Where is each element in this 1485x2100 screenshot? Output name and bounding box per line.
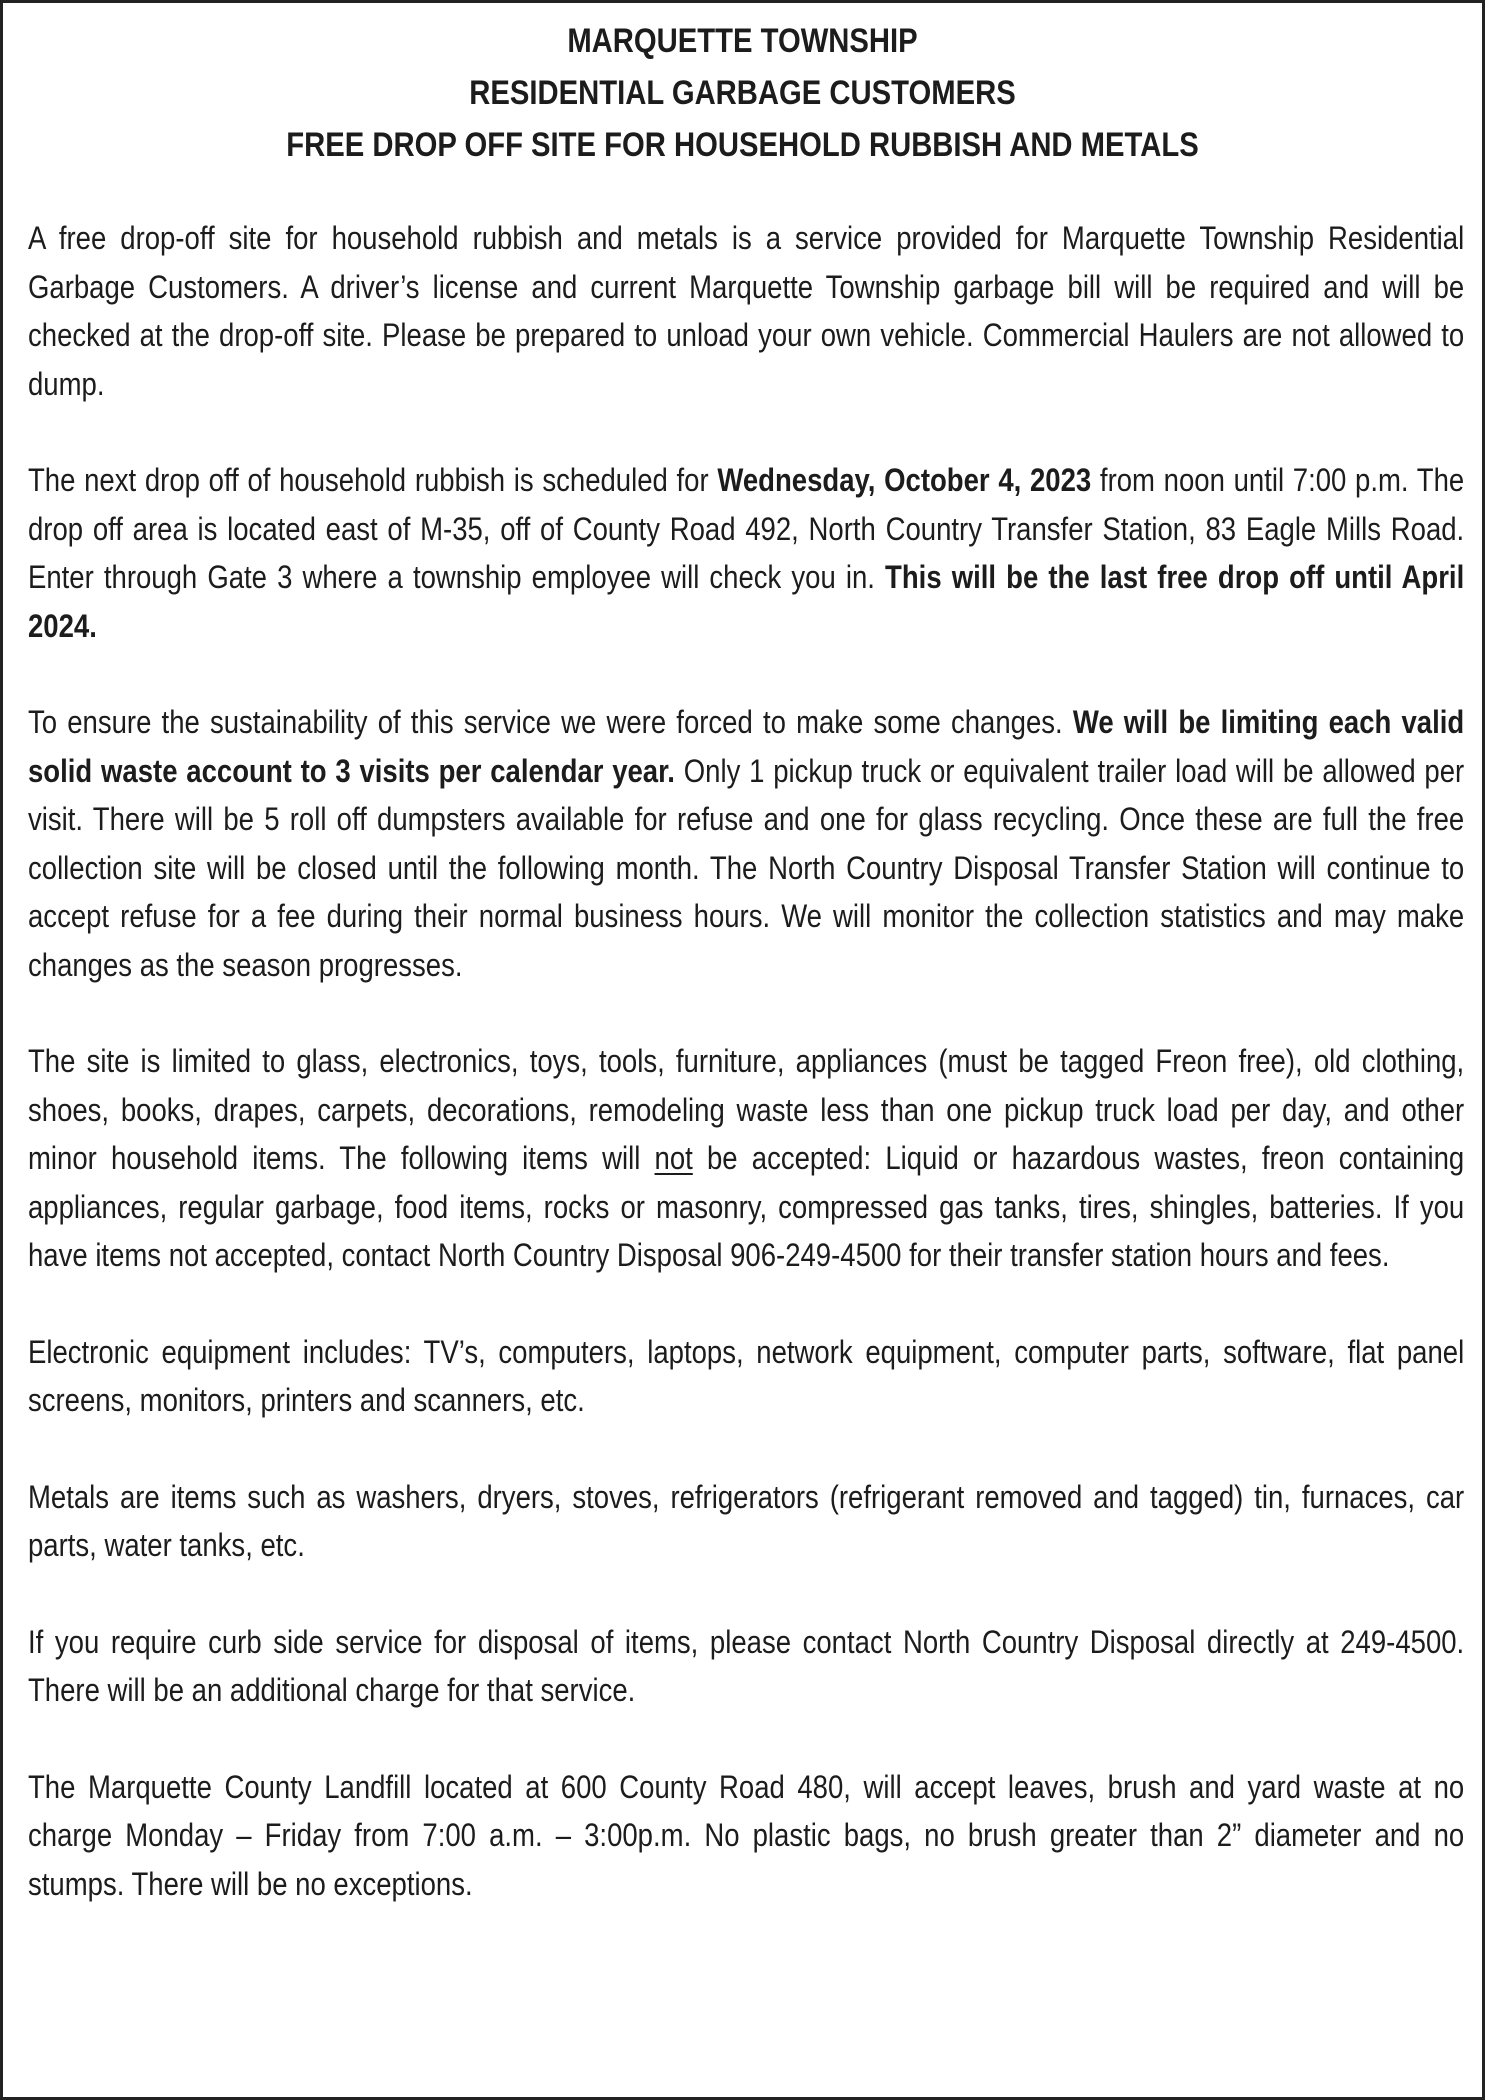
- paragraph-sustainability: To ensure the sustainability of this service we were forced to make some changes. We will be limiting each valid solid waste account to 3 visits per calendar year. Only 1 pickup truck or equivalent trailer load will be allowed per visit. There will be 5 roll off dumpsters available for refuse and one for glass recycling. Once these are full the free collection site will be closed until the following month. The North Country Disposal Transfer Station will continue to accept refuse for a fee during their normal business hours. We will monitor the collection statistics and may make changes as the season progresses.: [28, 704, 1465, 983]
- last-drop-off-notice: This will be the last free drop off until April 2024.: [28, 559, 1465, 644]
- not-emphasis: not: [654, 1140, 693, 1176]
- paragraph-landfill: The Marquette County Landfill located at 600 County Road 480, will accept leaves, brush and yard waste at no charge Monday – Friday from 7:00 a.m. – 3:00p.m. No plastic bags, no brush greater than 2” diameter and no stumps. There will be no exceptions.: [28, 1768, 1465, 1902]
- drop-off-date: Wednesday, October 4, 2023: [717, 462, 1092, 498]
- title-customers: RESIDENTIAL GARBAGE CUSTOMERS: [469, 74, 1016, 112]
- paragraph-accepted-items: The site is limited to glass, electronics, toys, tools, furniture, appliances (must be tagged Freon free), old clothing, shoes, books, drapes, carpets, decorations, remodeling waste less than one pickup truck load per day, and other minor household items. The following items will not be accepted: Liquid or hazardous wastes, freon containing appliances, regular garbage, food items, rocks or masonry, compressed gas tanks, tires, shingles, batteries. If you have items not accepted, contact North Country Disposal 906-249-4500 for their transfer station hours and fees.: [28, 1043, 1465, 1273]
- title-township: MARQUETTE TOWNSHIP: [567, 22, 918, 60]
- paragraph-electronics: Electronic equipment includes: TV’s, computers, laptops, network equipment, computer parts, software, flat panel screens, monitors, printers and scanners, etc.: [28, 1333, 1465, 1418]
- paragraph-curbside: If you require curb side service for disposal of items, please contact North Country Disposal directly at 249-4500. There will be an additional charge for that service.: [28, 1623, 1465, 1708]
- notice-header: [3, 15, 1482, 171]
- notice-body: [28, 214, 1463, 1956]
- paragraph-metals: Metals are items such as washers, dryers, stoves, refrigerators (refrigerant removed and tagged) tin, furnaces, car parts, water tanks, etc.: [28, 1478, 1465, 1563]
- paragraph-service-intro: A free drop-off site for household rubbish and metals is a service provided for Marquette Township Residential Garbage Customers. A driver’s license and current Marquette Township garbage bill will be required and will be checked at the drop-off site. Please be prepared to unload your own vehicle. Commercial Haulers are not allowed to dump.: [28, 220, 1465, 402]
- visit-limit-notice: We will be limiting each valid solid waste account to 3 visits per calendar year.: [28, 704, 1465, 789]
- paragraph-next-drop-off: The next drop off of household rubbish is scheduled for Wednesday, October 4, 2023 from noon until 7:00 p.m. The drop off area is located east of M-35, off of County Road 492, North Country Transfer Station, 83 Eagle Mills Road. Enter through Gate 3 where a township employee will check you in. This will be the last free drop off until April 2024.: [28, 462, 1465, 644]
- title-drop-off-site: FREE DROP OFF SITE FOR HOUSEHOLD RUBBISH AND METALS: [286, 126, 1199, 164]
